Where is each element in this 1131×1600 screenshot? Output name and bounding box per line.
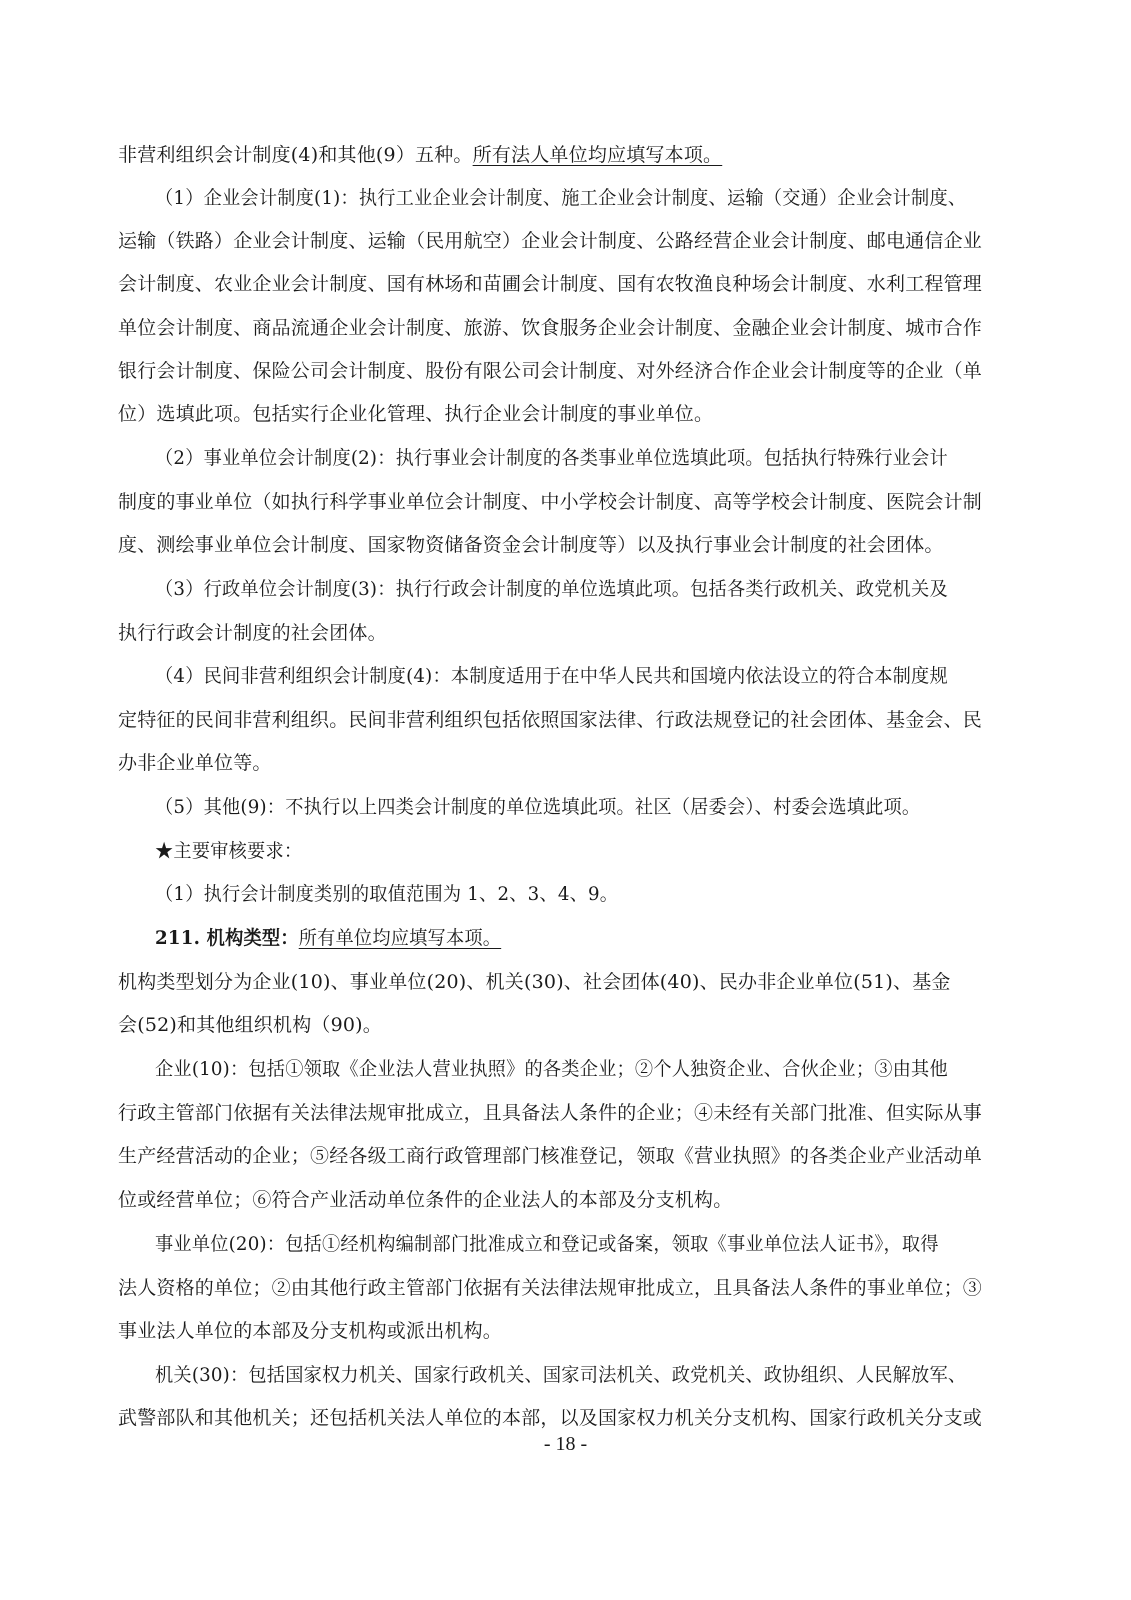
audit-title: ★主要审核要求：: [155, 840, 303, 862]
item1-line: 位）选填此项。包括实行企业化管理、执行企业会计制度的事业单位。: [118, 403, 714, 425]
item4-line: 定特征的民间非营利组织。民间非营利组织包括依照国家法律、行政法规登记的社会团体、基金会、民: [118, 709, 983, 731]
institution-line: 事业法人单位的本部及分支机构或派出机构。: [118, 1320, 503, 1342]
item3-line: 执行行政会计制度的社会团体。: [118, 622, 387, 644]
section-211-heading: 211. 机构类型：: [155, 927, 299, 949]
item3-line: （3）行政单位会计制度(3)：执行行政会计制度的单位选填此项。包括各类行政机关、政党机关及: [155, 578, 948, 600]
enterprise-line: 位或经营单位；⑥符合产业活动单位条件的企业法人的本部及分支机构。: [118, 1189, 733, 1211]
item2-line: （2）事业单位会计制度(2)：执行事业会计制度的各类事业单位选填此项。包括执行特殊行业会计: [155, 447, 948, 469]
item1-line: 单位会计制度、商品流通企业会计制度、旅游、饮食服务企业会计制度、金融企业会计制度、城市合作: [118, 317, 983, 339]
item4-line: 办非企业单位等。: [118, 752, 272, 774]
item1-line: 会计制度、农业企业会计制度、国有林场和苗圃会计制度、国有农牧渔良种场会计制度、水利工程管理: [118, 273, 983, 295]
intro-line: [118, 143, 1013, 167]
item2-line: 度、测绘事业单位会计制度、国家物资储备资金会计制度等）以及执行事业会计制度的社会团体。: [118, 534, 944, 556]
section-211-heading-line: [155, 926, 1013, 950]
organ-line: 武警部队和其他机关；还包括机关法人单位的本部，以及国家权力机关分支机构、国家行政机关分支或: [118, 1407, 983, 1429]
intro-underlined-text: 所有法人单位均应填写本项。: [472, 144, 723, 166]
enterprise-line: 企业(10)：包括①领取《企业法人营业执照》的各类企业；②个人独资企业、合伙企业；③由其他: [155, 1058, 948, 1080]
enterprise-line: 生产经营活动的企业；⑤经各级工商行政管理部门核准登记，领取《营业执照》的各类企业产业活动单: [118, 1145, 983, 1167]
item5-line: （5）其他(9)：不执行以上四类会计制度的单位选填此项。社区（居委会）、村委会选填此项。: [155, 796, 921, 818]
enterprise-line: 行政主管部门依据有关法律法规审批成立，且具备法人条件的企业；④未经有关部门批准、但实际从事: [118, 1102, 983, 1124]
section-211-underlined-text: 所有单位均应填写本项。: [298, 927, 502, 949]
audit-rule: （1）执行会计制度类别的取值范围为 1、2、3、4、9。: [155, 883, 619, 905]
intro-text: 非营利组织会计制度(4)和其他(9）五种。: [118, 144, 473, 166]
item2-line: 制度的事业单位（如执行科学事业单位会计制度、中小学校会计制度、高等学校会计制度、医院会计制: [118, 491, 983, 513]
classification-line: 机构类型划分为企业(10)、事业单位(20)、机关(30)、社会团体(40)、民办非企业单位(51)、基金: [118, 971, 951, 993]
item4-line: （4）民间非营利组织会计制度(4)：本制度适用于在中华人民共和国境内依法设立的符合本制度规: [155, 665, 948, 687]
organ-line: 机关(30)：包括国家权力机关、国家行政机关、国家司法机关、政党机关、政协组织、人民解放军、: [155, 1364, 967, 1386]
item1-line: 银行会计制度、保险公司会计制度、股份有限公司会计制度、对外经济合作企业会计制度等的企业（单: [118, 360, 983, 382]
institution-line: 法人资格的单位；②由其他行政主管部门依据有关法律法规审批成立，且具备法人条件的事业单位；③: [118, 1277, 983, 1299]
item1-line: 运输（铁路）企业会计制度、运输（民用航空）企业会计制度、公路经营企业会计制度、邮电通信企业: [118, 230, 983, 252]
institution-line: 事业单位(20)：包括①经机构编制部门批准成立和登记或备案，领取《事业单位法人证书》，取得: [155, 1233, 939, 1255]
item1-line: （1）企业会计制度(1)：执行工业企业会计制度、施工企业会计制度、运输（交通）企业会计制度、: [155, 187, 967, 209]
page-number: - 18 -: [543, 1433, 588, 1455]
classification-line: 会(52)和其他组织机构（90)。: [118, 1014, 382, 1036]
